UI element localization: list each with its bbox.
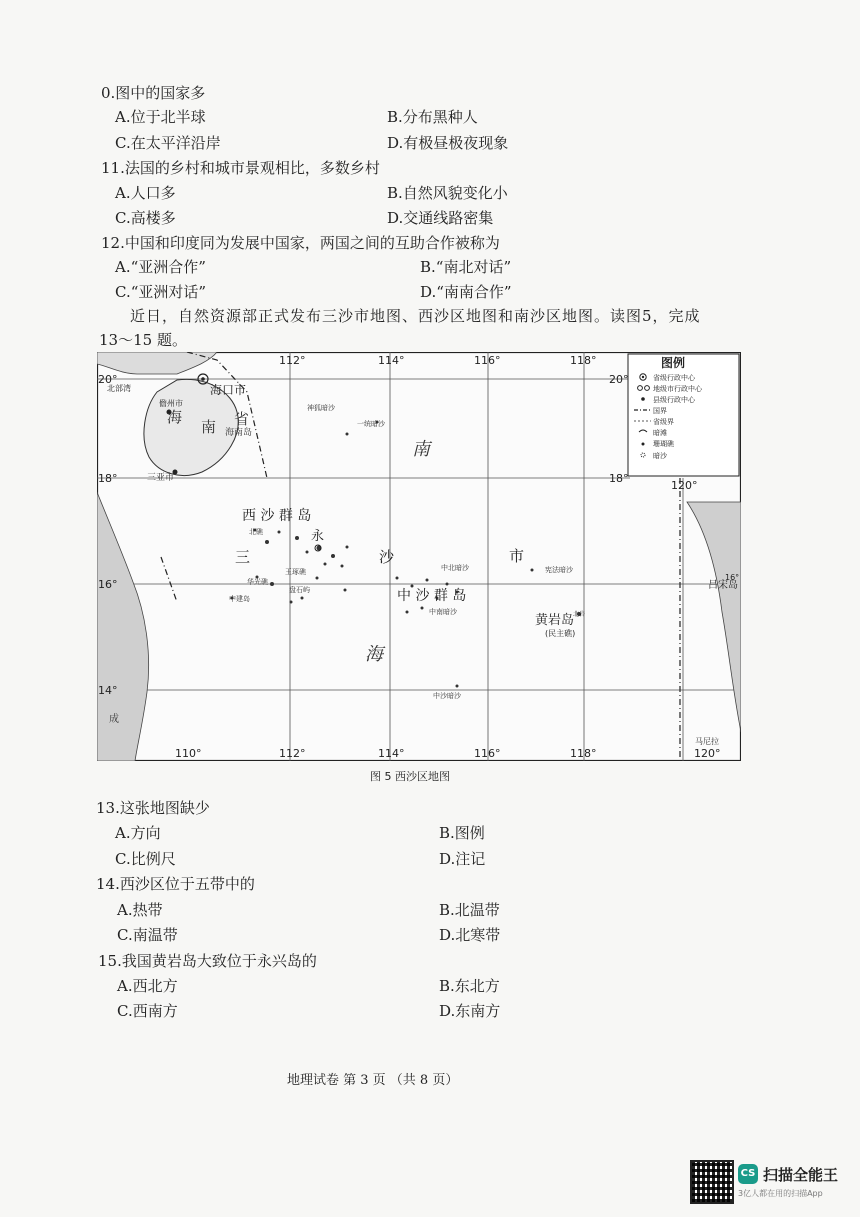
label-minzhu: (民主礁) [545,629,576,638]
label-hai: 海 [167,408,183,426]
label-zhongsha: 中 沙 群 岛 [397,588,467,604]
legend-item: 地级市行政中心 [653,385,702,393]
label-danzhou: 儋州市 [159,399,183,408]
q15-option-b[interactable]: B.东北方 [439,977,500,995]
label-nan: 南 [201,418,217,436]
intro-line-1: 近日，自然资源部正式发布三沙市地图、西沙区地图和南沙区地图。读图5，完成 [130,307,701,325]
q13-option-b[interactable]: B.图例 [439,824,485,842]
q14-option-b[interactable]: B.北温带 [439,901,500,919]
lat-label-right: 20° [609,373,629,386]
q14-stem: 14.西沙区位于五带中的 [96,875,255,893]
lon-label-bottom: 114° [378,747,405,760]
label-sea-hai: 海 [365,644,383,665]
legend-item: 暗沙 [653,452,667,460]
q11-stem: 11.法国的乡村和城市景观相比，多数乡村 [101,159,380,177]
label-san: 三 [235,548,251,566]
label-cheng: 成 [109,714,119,725]
q15-option-c[interactable]: C.西南方 [117,1002,178,1020]
lon-label-bottom: 116° [474,747,501,760]
label-haikou: 海口市 [210,383,247,397]
q13-option-d[interactable]: D.注记 [439,850,486,868]
q10-option-c[interactable]: C.在太平洋沿岸 [115,134,221,152]
lon-label-top: 112° [279,354,306,367]
page-footer: 地理试卷 第 3 页 （共 8 页） [287,1073,459,1088]
lat-label-right: 16° [725,573,740,582]
q14-option-d[interactable]: D.北寒带 [439,926,501,944]
label-huaguang: 华光礁 [247,578,268,586]
lat-label-left: 16° [98,578,118,591]
label-shenhu: 神狐暗沙 [307,404,335,412]
q15-stem: 15.我国黄岩岛大致位于永兴岛的 [98,952,317,970]
legend-item: 国界 [653,407,667,415]
label-beiyan: 北岩 [573,611,586,618]
legend-title: 图例 [661,356,686,370]
lon-label-top: 116° [474,354,501,367]
label-zhongnan: 中南暗沙 [429,608,457,616]
qr-code-icon [690,1160,734,1204]
lon-label-bottom: 120° [694,747,721,760]
q10-option-d[interactable]: D.有极昼极夜现象 [387,134,509,152]
legend-item: 省级行政中心 [653,374,695,382]
scanner-watermark [690,1160,850,1210]
label-hainan-dao: 海南岛 [225,428,253,438]
q14-option-a[interactable]: A.热带 [117,901,163,919]
legend-item: 县级行政中心 [653,396,695,404]
lon-label-top: 118° [570,354,597,367]
camscanner-tagline: 3亿人都在用的扫描App [738,1189,823,1198]
map-caption: 图 5 西沙区地图 [370,770,450,783]
q12-option-b[interactable]: B.“南北对话” [420,258,512,276]
lat-label-right: 120° [671,479,698,492]
q10-option-b[interactable]: B.分布黑种人 [387,108,478,126]
q15-option-a[interactable]: A.西北方 [117,977,178,995]
label-sanya: 三亚市 [147,473,175,483]
q11-option-d[interactable]: D.交通线路密集 [387,209,494,227]
q10-stem: 0.图中的国家多 [101,84,206,102]
q15-option-d[interactable]: D.东南方 [439,1002,501,1020]
lon-label-top: 114° [378,354,405,367]
q13-stem: 13.这张地图缺少 [96,799,210,817]
lon-label-bottom: 112° [279,747,306,760]
q13-option-a[interactable]: A.方向 [115,824,161,842]
xisha-district-map [97,352,741,761]
lat-label-right: 18° [609,472,629,485]
label-sheng: 省 [234,410,250,428]
q11-option-b[interactable]: B.自然风貌变化小 [387,184,508,202]
q13-option-c[interactable]: C.比例尺 [115,850,176,868]
label-zhongbei: 中北暗沙 [441,564,469,572]
label-sea-nan: 南 [412,439,430,460]
q12-option-d[interactable]: D.“南南合作” [420,283,512,301]
legend-item: 省级界 [653,418,674,426]
label-zhongjian: 中建岛 [229,595,250,603]
q12-option-a[interactable]: A.“亚洲合作” [115,258,206,276]
legend [628,354,739,476]
label-panshi: 盘石屿 [289,586,310,594]
lon-label-bottom: 118° [570,747,597,760]
lat-label-left: 20° [98,373,118,386]
q11-option-a[interactable]: A.人口多 [115,184,176,202]
q10-option-a[interactable]: A.位于北半球 [115,108,206,126]
q14-option-c[interactable]: C.南温带 [117,926,178,944]
q11-option-c[interactable]: C.高楼多 [115,209,176,227]
label-beibu: 北部湾 [107,384,131,393]
label-manila: 马尼拉 [695,737,719,746]
label-shi: 市 [509,547,525,565]
legend-item: 珊瑚礁 [653,440,674,448]
label-xisha: 西 沙 群 岛 [242,508,312,524]
q12-option-c[interactable]: C.“亚洲对话” [115,283,207,301]
label-yitong: 一统暗沙 [357,420,385,428]
label-luzon: 吕宋岛 [708,580,738,591]
label-sha: 沙 [379,548,395,566]
camscanner-name: 扫描全能王 [763,1166,839,1184]
q12-stem: 12.中国和印度同为发展中国家，两国之间的互助合作被称为 [101,234,500,252]
label-yuzhuo: 玉琢礁 [285,568,306,576]
legend-item: 暗滩 [653,429,667,437]
intro-line-2: 13～15 题。 [99,331,187,349]
label-jianfeng: 北礁 [249,528,263,536]
lat-label-left: 18° [98,472,118,485]
label-xianfa: 宪法暗沙 [545,566,573,574]
label-huangyan: 黄岩岛 [535,613,575,628]
label-zhongsha-shoal: 中沙暗沙 [433,692,461,700]
label-yongxing: 永 [311,529,325,544]
camscanner-logo-icon: CS [738,1164,758,1184]
lon-label-bottom: 110° [175,747,202,760]
lat-label-left: 14° [98,684,118,697]
